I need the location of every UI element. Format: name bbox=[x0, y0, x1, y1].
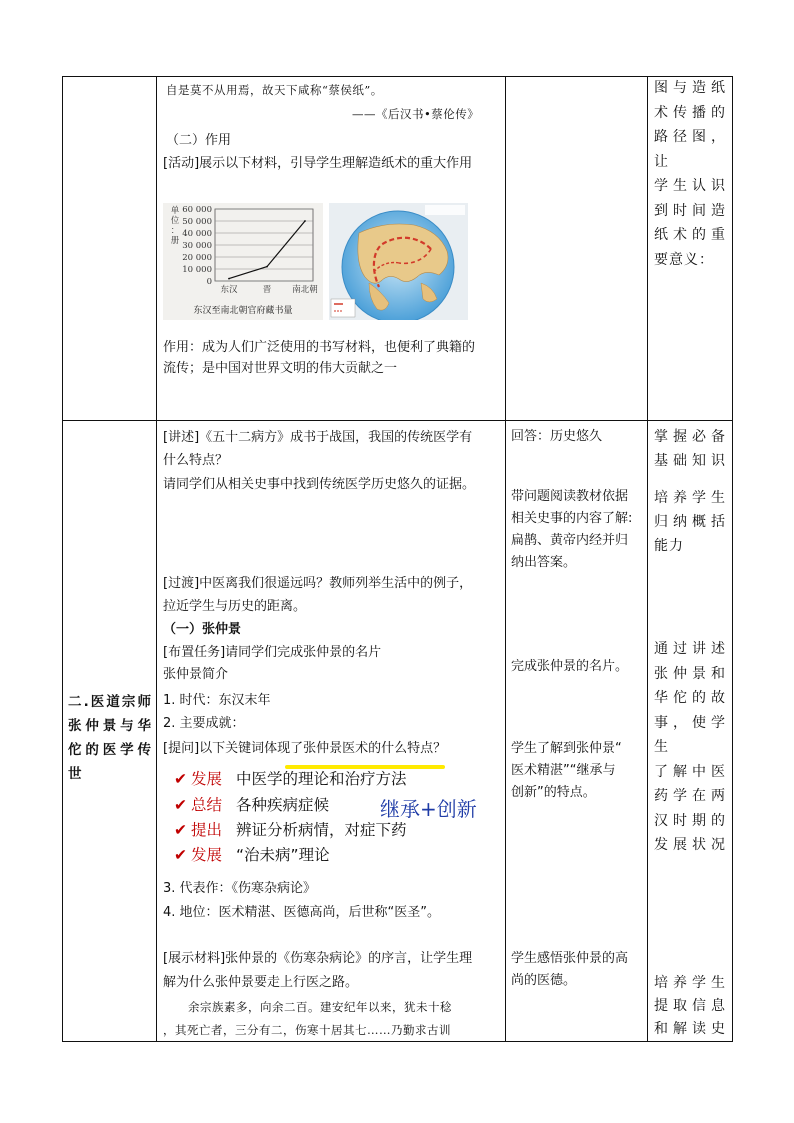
student-activity-5 bbox=[511, 948, 645, 992]
student-activity-3: 完成张仲景的名片。 bbox=[511, 659, 629, 674]
check-icon: ✔ bbox=[174, 796, 187, 814]
chart-series-line bbox=[229, 221, 305, 279]
intent-line: 提取信息 bbox=[654, 998, 726, 1014]
intent-line: 学生认识 bbox=[654, 178, 726, 194]
chart-x-tick-label: 南北朝 bbox=[292, 285, 318, 295]
chart-caption: 东汉至南北朝官府藏书量 bbox=[193, 306, 293, 316]
chart-y-tick-label: 0 bbox=[206, 277, 212, 287]
activity-line: 学生了解到张仲景“ bbox=[511, 741, 622, 756]
design-intent-1 bbox=[654, 425, 726, 473]
chart-y-tick-label: 30 000 bbox=[182, 241, 212, 251]
section-title-line: 世 bbox=[68, 766, 82, 782]
intent-line: 归纳概括 bbox=[654, 514, 726, 530]
intent-line: 事，使学生 bbox=[654, 714, 726, 755]
section-heading-zhang: （一）张仲景 bbox=[163, 622, 242, 637]
section-title-line: 二.医道宗师 bbox=[68, 694, 152, 710]
intent-line: 张仲景和 bbox=[654, 665, 726, 682]
keyword: 提出 bbox=[191, 821, 223, 839]
item-achievements: 2. 主要成就： bbox=[163, 716, 245, 731]
chart-y-tick-label: 60 000 bbox=[182, 205, 212, 215]
intent-line: 基础知识 bbox=[654, 453, 726, 469]
keyword-text: 各种疾病症候 bbox=[236, 796, 330, 814]
lecture-line2: 什么特点？ bbox=[163, 453, 229, 468]
transition-line1: [过渡]中医离我们很遥远吗？教师列举生活中的例子， bbox=[163, 576, 473, 591]
table-border-bottom bbox=[62, 1041, 733, 1042]
chart-y-axis-label: 单 bbox=[170, 206, 180, 216]
chart-data-point bbox=[228, 278, 230, 280]
intent-line: 到时间造 bbox=[654, 202, 726, 219]
section-title bbox=[68, 690, 152, 786]
table-border-right bbox=[732, 76, 733, 1042]
question-text: [提问]以下关键词体现了张仲景医术的什么特点？ bbox=[163, 741, 447, 756]
task-text: [布置任务]请同学们完成张仲景的名片 bbox=[163, 645, 382, 660]
check-icon: ✔ bbox=[174, 770, 187, 788]
keyword-text: 辨证分析病情，对症下药 bbox=[236, 821, 407, 839]
chart-data-point bbox=[266, 266, 268, 268]
intent-line: 了解中医 bbox=[654, 763, 726, 780]
design-intent-2 bbox=[654, 486, 726, 558]
intent-line: 药学在两 bbox=[654, 788, 726, 804]
lecture-line1: [讲述]《五十二病方》成书于战国，我国的传统医学有 bbox=[163, 430, 473, 445]
item-masterpiece: 3. 代表作：《伤寒杂病论》 bbox=[163, 881, 317, 896]
intent-line: 图与造纸 bbox=[654, 80, 726, 96]
student-activity-2 bbox=[511, 486, 645, 574]
intent-line: 路径图，让 bbox=[654, 129, 726, 170]
keyword-row bbox=[174, 843, 330, 865]
design-intent-3 bbox=[654, 637, 726, 858]
intent-line: 华佗的故 bbox=[654, 690, 726, 706]
chart-canvas bbox=[163, 203, 323, 320]
design-intent-4 bbox=[654, 972, 726, 1041]
book-collection-chart bbox=[163, 203, 323, 320]
column-divider-2 bbox=[505, 76, 506, 1042]
chart-data-point bbox=[304, 220, 306, 222]
activity-line: 扁鹊、黄帝内经并归 bbox=[511, 533, 629, 548]
activity-line: 尚的医德。 bbox=[511, 973, 577, 988]
column-divider-3 bbox=[647, 76, 648, 1042]
section-title-line: 佗的医学传 bbox=[68, 742, 152, 758]
activity-line: 相关史事的内容了解: bbox=[511, 511, 633, 526]
handwritten-note: 继承+创新 bbox=[380, 797, 477, 821]
keyword: 发展 bbox=[191, 770, 223, 788]
intent-line: 要意义： bbox=[654, 251, 714, 268]
function-conclusion-line2: 流传；是中国对世界文明的伟大贡献之一 bbox=[163, 361, 398, 376]
intent-line: 能力 bbox=[654, 538, 684, 554]
row-divider bbox=[62, 420, 733, 421]
activity-line: 创新”的特点。 bbox=[511, 785, 596, 800]
keyword-row bbox=[174, 793, 329, 815]
column-divider-1 bbox=[156, 76, 157, 1042]
preface-quote-line1: 余宗族素多，向余二百。建安纪年以来，犹未十稔 bbox=[188, 1000, 452, 1014]
keyword-text: “治未病”理论 bbox=[236, 846, 330, 864]
chart-x-tick-label: 东汉 bbox=[220, 285, 238, 295]
table-border-left bbox=[62, 76, 63, 1042]
keyword-text: 中医学的理论和治疗方法 bbox=[236, 770, 407, 788]
intent-line: 发展状况 bbox=[654, 837, 726, 853]
student-activity-4 bbox=[511, 738, 645, 804]
keyword: 总结 bbox=[191, 796, 223, 814]
function-conclusion-line1: 作用：成为人们广泛使用的书写材料，也便利了典籍的 bbox=[163, 340, 476, 355]
activity-text: [活动]展示以下材料，引导学生理解造纸术的重大作用 bbox=[163, 156, 473, 171]
material-line2: 解为什么张仲景要走上行医之路。 bbox=[163, 975, 359, 990]
intent-line: 和解读史 bbox=[654, 1021, 726, 1037]
chart-y-tick-label: 40 000 bbox=[182, 229, 212, 239]
intent-line: 通过讲述 bbox=[654, 641, 726, 657]
chart-x-tick-label: 晋 bbox=[262, 285, 272, 295]
keyword-row bbox=[174, 767, 407, 789]
intent-line: 培养学生 bbox=[654, 490, 726, 506]
intent-line: 培养学生 bbox=[654, 975, 726, 991]
intro-label: 张仲景简介 bbox=[163, 667, 229, 682]
globe-map-icon bbox=[329, 203, 468, 320]
material-line1: [展示材料]张仲景的《伤寒杂病论》的序言，让学生理 bbox=[163, 951, 473, 966]
activity-line: 学生感悟张仲景的高 bbox=[511, 951, 629, 966]
quote-source: ——《后汉书•蔡伦传》 bbox=[352, 107, 480, 121]
section-title-line: 张仲景与华 bbox=[68, 718, 152, 734]
chart-y-axis-label: ： bbox=[170, 226, 180, 236]
keyword: 发展 bbox=[191, 846, 223, 864]
section-heading-function: （二）作用 bbox=[166, 133, 232, 148]
check-icon: ✔ bbox=[174, 846, 187, 864]
activity-line: 带问题阅读教材依据 bbox=[511, 489, 629, 504]
evidence-prompt: 请同学们从相关史事中找到传统医学历史悠久的证据。 bbox=[163, 477, 476, 492]
chart-y-axis-label: 册 bbox=[170, 236, 180, 246]
table-border-top bbox=[62, 76, 733, 77]
item-status: 4. 地位：医术精湛、医德高尚，后世称“医圣”。 bbox=[163, 905, 441, 920]
intent-line: 掌握必备 bbox=[654, 429, 726, 445]
cai-lun-quote: 自是莫不从用焉，故天下咸称“蔡侯纸”。 bbox=[166, 83, 383, 97]
transition-line2: 拉近学生与历史的距离。 bbox=[163, 599, 307, 614]
preface-quote-line2: ，其死亡者，三分有二，伤寒十居其七……乃勤求古训 bbox=[163, 1023, 451, 1037]
intent-line: 汉时期的 bbox=[654, 812, 726, 829]
item-era: 1. 时代：东汉末年 bbox=[163, 693, 271, 708]
design-intent-row1 bbox=[654, 76, 726, 272]
chart-y-tick-label: 10 000 bbox=[182, 265, 212, 275]
keyword-row bbox=[174, 818, 407, 840]
paper-spread-map bbox=[329, 203, 468, 320]
intent-line: 术传播的 bbox=[654, 104, 726, 121]
chart-y-axis-label: 位 bbox=[170, 216, 180, 226]
chart-y-tick-label: 20 000 bbox=[182, 253, 212, 263]
activity-line: 医术精湛”“继承与 bbox=[511, 763, 616, 778]
check-icon: ✔ bbox=[174, 821, 187, 839]
student-answer-1: 回答：历史悠久 bbox=[511, 429, 603, 444]
chart-y-tick-label: 50 000 bbox=[182, 217, 212, 227]
intent-line: 纸术的重 bbox=[654, 227, 726, 243]
activity-line: 纳出答案。 bbox=[511, 555, 577, 570]
